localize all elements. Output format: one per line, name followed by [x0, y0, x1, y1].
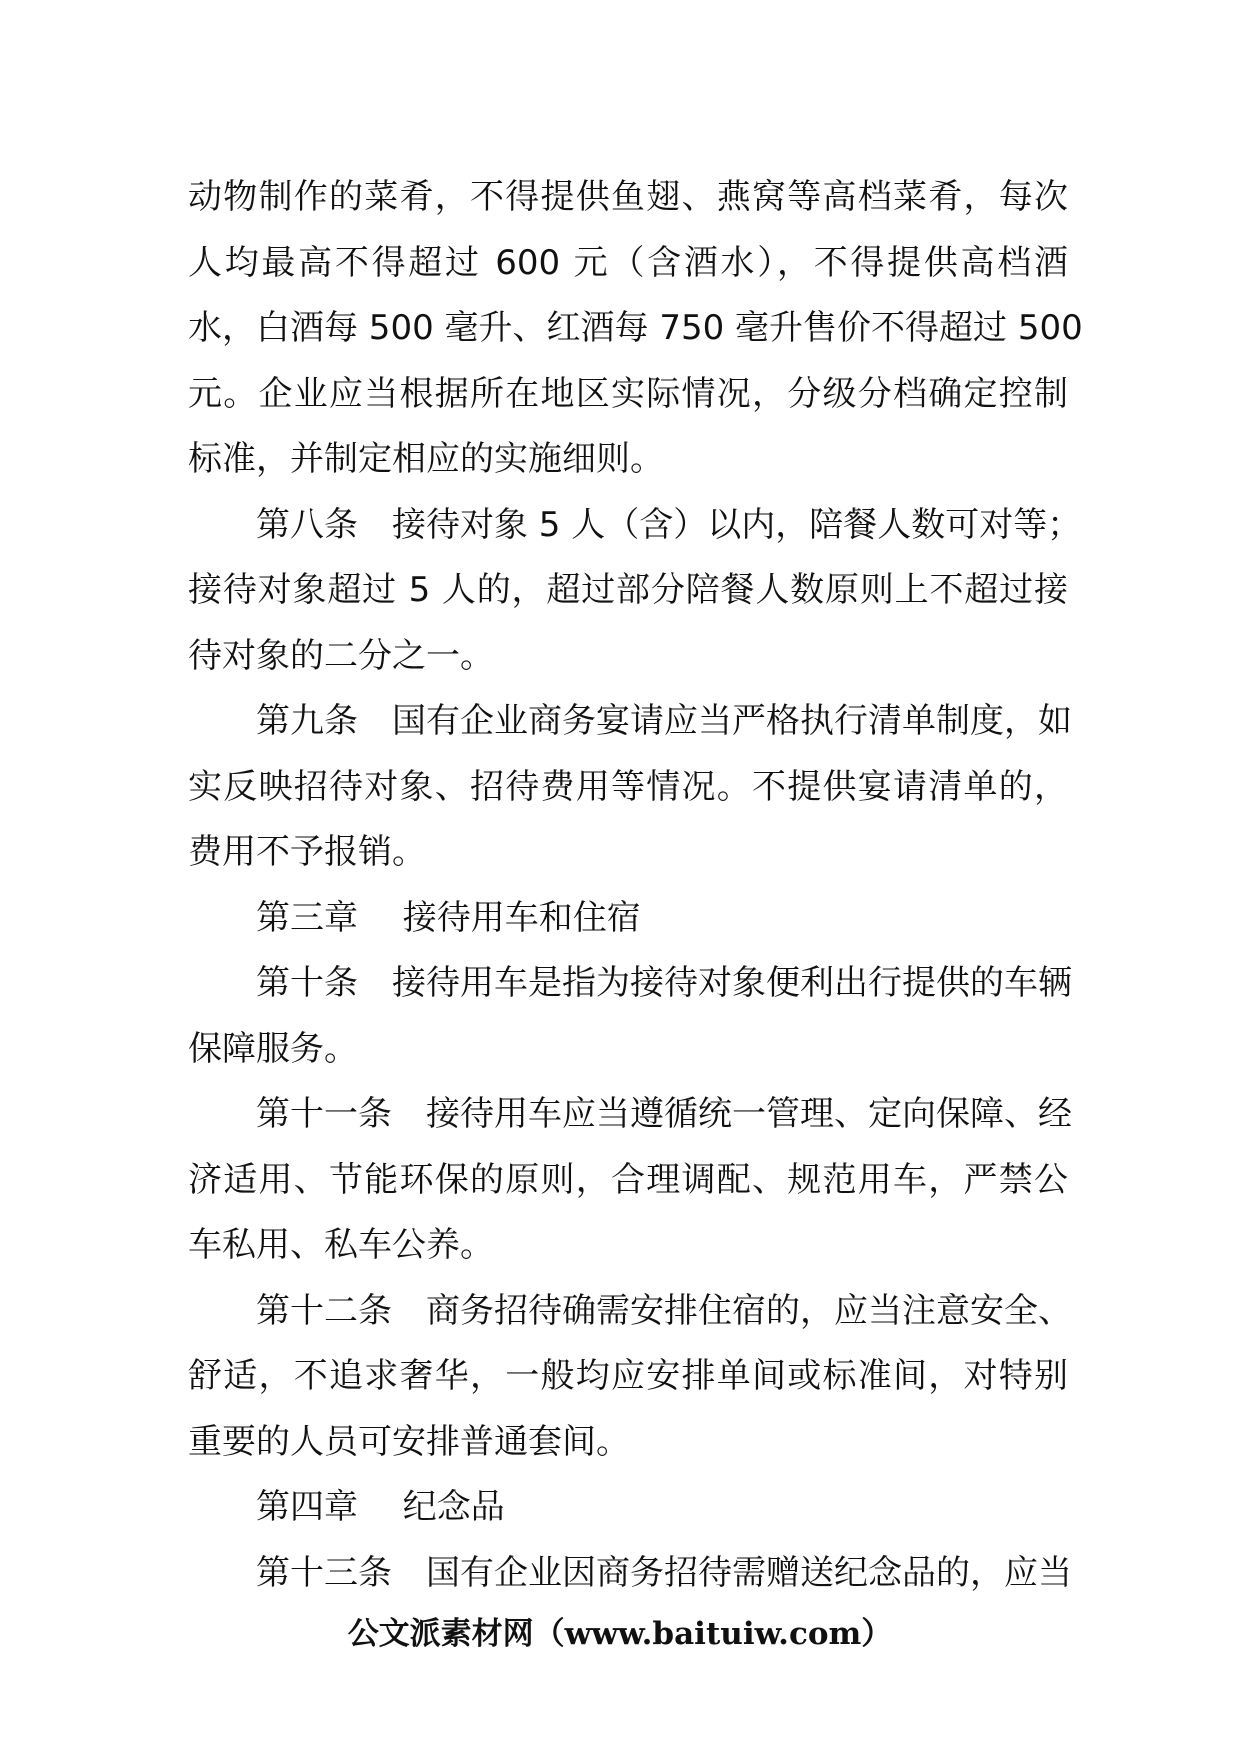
text-line: 接待对象超过 5 人的，超过部分陪餐人数原则上不超过接 — [188, 570, 1068, 610]
article-10-line: 第十条 接待用车是指为接待对象便利出行提供的车辆 — [256, 963, 1072, 1003]
chapter-4-heading: 第四章 纪念品 — [256, 1487, 505, 1527]
document-body — [188, 165, 1083, 1606]
text-line: 济适用、节能环保的原则，合理调配、规范用车，严禁公 — [188, 1159, 1068, 1200]
article-8-line: 第八条 接待对象 5 人（含）以内，陪餐人数可对等； — [256, 504, 1082, 545]
article-13-line: 第十三条 国有企业因商务招待需赠送纪念品的，应当 — [256, 1552, 1072, 1593]
article-12-line: 第十二条 商务招待确需安排住宿的，应当注意安全、 — [256, 1290, 1072, 1331]
article-11-line: 第十一条 接待用车应当遵循统一管理、定向保障、经 — [256, 1094, 1072, 1134]
text-line: 标准，并制定相应的实施细则。 — [188, 439, 664, 479]
text-line: 重要的人员可安排普通套间。 — [188, 1421, 630, 1462]
text-line: 实反映招待对象、招待费用等情况。不提供宴请清单的， — [188, 766, 1068, 807]
text-line: 待对象的二分之一。 — [188, 635, 494, 676]
text-line: 人均最高不得超过 600 元（含酒水），不得提供高档酒 — [188, 242, 1068, 283]
text-line: 水，白酒每 500 毫升、红酒每 750 毫升售价不得超过 500 — [188, 308, 1083, 348]
text-line: 保障服务。 — [188, 1028, 358, 1069]
chapter-3-heading: 第三章 接待用车和住宿 — [256, 897, 641, 938]
text-line: 元。企业应当根据所在地区实际情况，分级分档确定控制 — [188, 373, 1068, 414]
text-line: 车私用、私车公养。 — [188, 1225, 494, 1265]
footer-watermark: 公文派素材网（www.baituiw.com） — [347, 1616, 893, 1652]
text-line: 动物制作的菜肴，不得提供鱼翅、燕窝等高档菜肴，每次 — [188, 177, 1068, 217]
text-line: 费用不予报销。 — [188, 832, 426, 872]
text-line: 舒适，不追求奢华，一般均应安排单间或标准间，对特别 — [188, 1356, 1068, 1396]
article-9-line: 第九条 国有企业商务宴请应当严格执行清单制度，如 — [256, 701, 1072, 741]
